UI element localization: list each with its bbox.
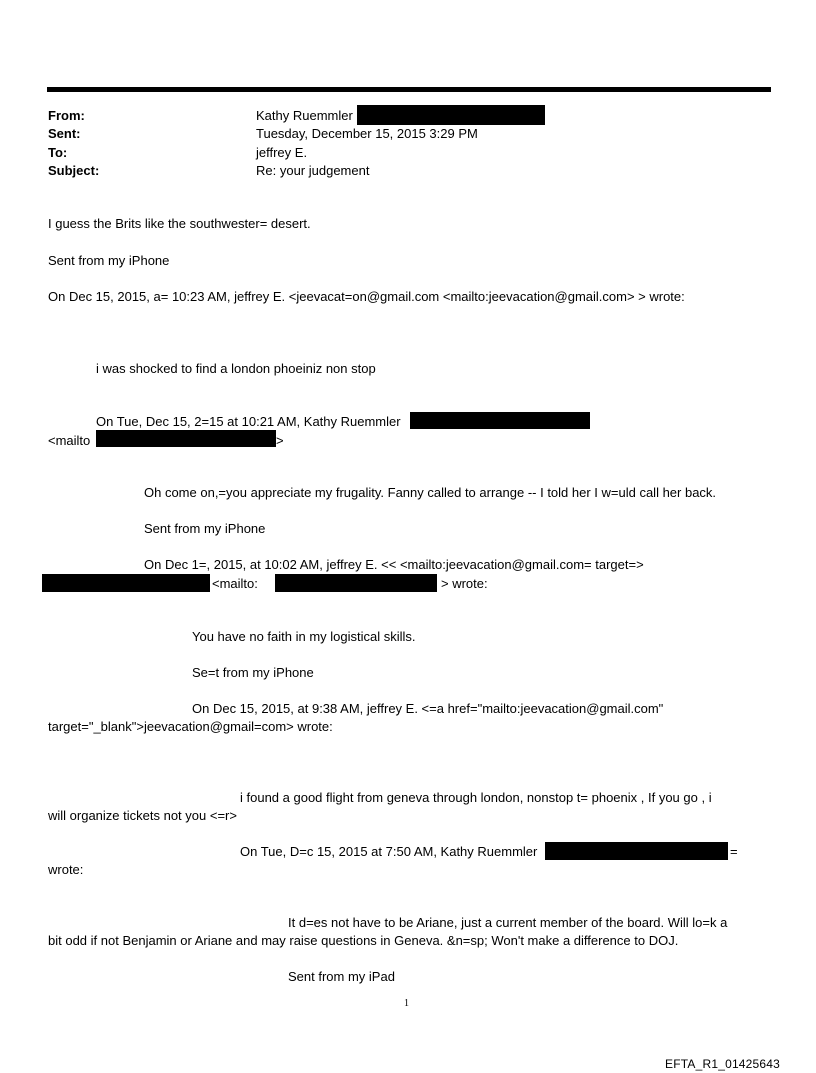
- body-line: wrote:: [48, 862, 84, 877]
- redaction-box: [275, 574, 437, 592]
- to-value: jeffrey E.: [256, 145, 308, 160]
- subject-label: Subject:: [48, 163, 100, 178]
- body-line: Se=t from my iPhone: [192, 665, 314, 680]
- body-line: It d=es not have to be Ariane, just a current member of the board. Will lo=k a: [288, 915, 728, 930]
- header-rule: [47, 87, 771, 92]
- body-line: Oh come on,=you appreciate my frugality. Fanny called to arrange -- I told her I w=uld call her back.: [144, 485, 717, 500]
- redaction-box: [96, 430, 276, 447]
- body-line: =: [730, 844, 738, 859]
- document-id: EFTA_R1_01425643: [665, 1057, 781, 1071]
- body-line: <mailto:: [212, 576, 258, 591]
- body-line: On Tue, Dec 15, 2=15 at 10:21 AM, Kathy Ruemmler: [96, 414, 401, 429]
- redaction-box: [42, 574, 210, 592]
- sent-label: Sent:: [48, 126, 81, 141]
- body-line: On Tue, D=c 15, 2015 at 7:50 AM, Kathy Ruemmler: [240, 844, 538, 859]
- body-line: <mailto: [48, 433, 91, 448]
- redaction-box: [357, 105, 545, 125]
- subject-value: Re: your judgement: [256, 163, 370, 178]
- redaction-box: [410, 412, 590, 429]
- sent-value: Tuesday, December 15, 2015 3:29 PM: [256, 126, 478, 141]
- body-line: You have no faith in my logistical skills.: [192, 629, 416, 644]
- body-line: > wrote:: [441, 576, 488, 591]
- body-line: Sent from my iPhone: [144, 521, 266, 536]
- to-label: To:: [48, 145, 68, 160]
- body-line: i found a good flight from geneva through london, nonstop t= phoenix , If you go , i: [240, 790, 712, 805]
- body-line: bit odd if not Benjamin or Ariane and may raise questions in Geneva. &n=sp; Won't make a difference to DOJ.: [48, 933, 679, 948]
- body-line: On Dec 15, 2015, a= 10:23 AM, jeffrey E. <jeevacat=on@gmail.com <mailto:jeevacation@gmail.com> > wrote:: [48, 289, 685, 304]
- body-line: >: [276, 433, 284, 448]
- body-line: Sent from my iPad: [288, 969, 395, 984]
- redaction-box: [545, 842, 728, 860]
- page-number: 1: [404, 998, 409, 1009]
- body-line: target="_blank">jeevacation@gmail=com> wrote:: [48, 719, 333, 734]
- from-value: Kathy Ruemmler: [256, 108, 353, 123]
- body-line: On Dec 1=, 2015, at 10:02 AM, jeffrey E. << <mailto:jeevacation@gmail.com= target=>: [144, 557, 644, 572]
- body-line: i was shocked to find a london phoeiniz non stop: [96, 361, 376, 376]
- body-line: Sent from my iPhone: [48, 253, 170, 268]
- from-label: From:: [48, 108, 85, 123]
- body-line: will organize tickets not you <=r>: [48, 808, 237, 823]
- body-line: I guess the Brits like the southwester= desert.: [48, 216, 311, 231]
- body-line: On Dec 15, 2015, at 9:38 AM, jeffrey E. <=a href="mailto:jeevacation@gmail.com": [192, 701, 664, 716]
